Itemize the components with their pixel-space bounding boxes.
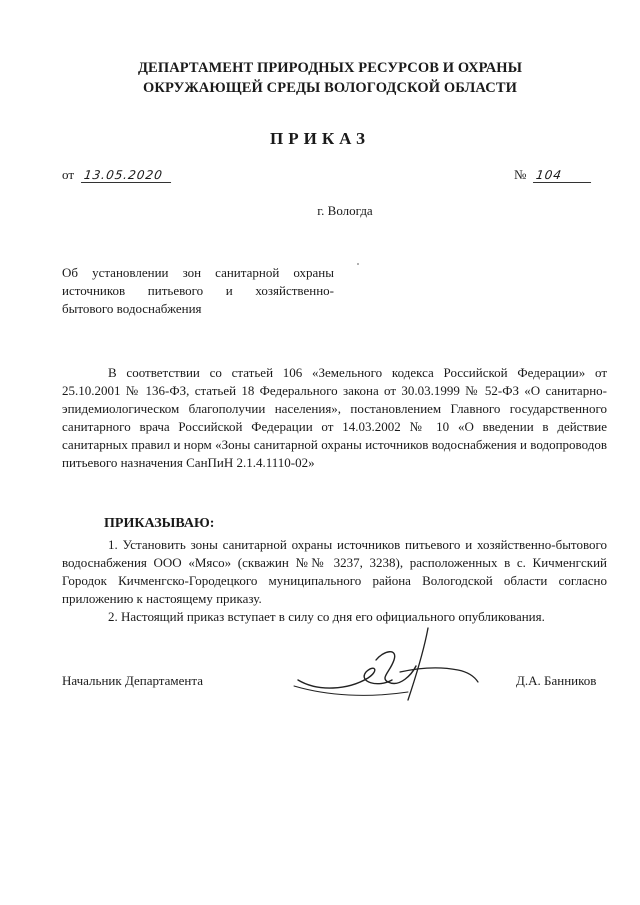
number-label: № [514,167,527,182]
signer-name: Д.А. Банников [516,673,597,688]
order-subject [62,264,334,318]
order-item-2: 2. Настоящий приказ вступает в силу со дня его официального опубликования. [108,609,545,624]
document-type-title: ПРИКАЗ [270,129,370,148]
department-line-1: ДЕПАРТАМЕНТ ПРИРОДНЫХ РЕСУРСОВ И ОХРАНЫ [137,60,523,76]
number-value: 104 [533,168,593,183]
scan-speck [357,263,359,265]
order-keyword: ПРИКАЗЫВАЮ: [104,516,215,531]
subject-line-3: бытового водоснабжения [62,301,202,316]
date-label: от [62,167,75,182]
city-label: г. Вологда [317,203,373,218]
legal-basis-paragraph: В соответствии со статьей 106 «Земельного кодекса Российской Федерации» от 25.10.2001 № 136-ФЗ, статьей 18 Федерального закона от 30.03.1999 № 52-ФЗ «О санитарно-эпидемиологическом благополучии населения», постановлением Главного государственного санитарного врача Российской Федерации от 14.03.2002 № 10 «О введении в действие санитарных правил и норм «Зоны санитарной охраны источников водоснабжения и водопроводов питьевого назначения СанПиН 2.1.4.1110-02» [62,365,607,470]
handwritten-signature [288,620,498,710]
number-field [514,167,592,183]
date-field [62,167,172,183]
subject-line-2: источников питьевого и хозяйственно- [62,283,334,298]
department-header [60,58,600,98]
date-value: 13.05.2020 [81,168,173,183]
order-items [62,536,607,626]
signer-position: Начальник Департамента [62,673,203,688]
subject-line-1: Об установлении зон санитарной охраны [62,265,334,280]
order-item-1: 1. Установить зоны санитарной охраны источников питьевого и хозяйственно-бытового водоснабжения ООО «Мясо» (скважин №№ 3237, 3238), расположенных в с. Кичменгский Городок Кичменгско-Городецкого муниципального района Вологодской области согласно приложению к настоящему приказу. [62,537,607,606]
department-line-2: ОКРУЖАЮЩЕЙ СРЕДЫ ВОЛОГОДСКОЙ ОБЛАСТИ [143,80,517,96]
